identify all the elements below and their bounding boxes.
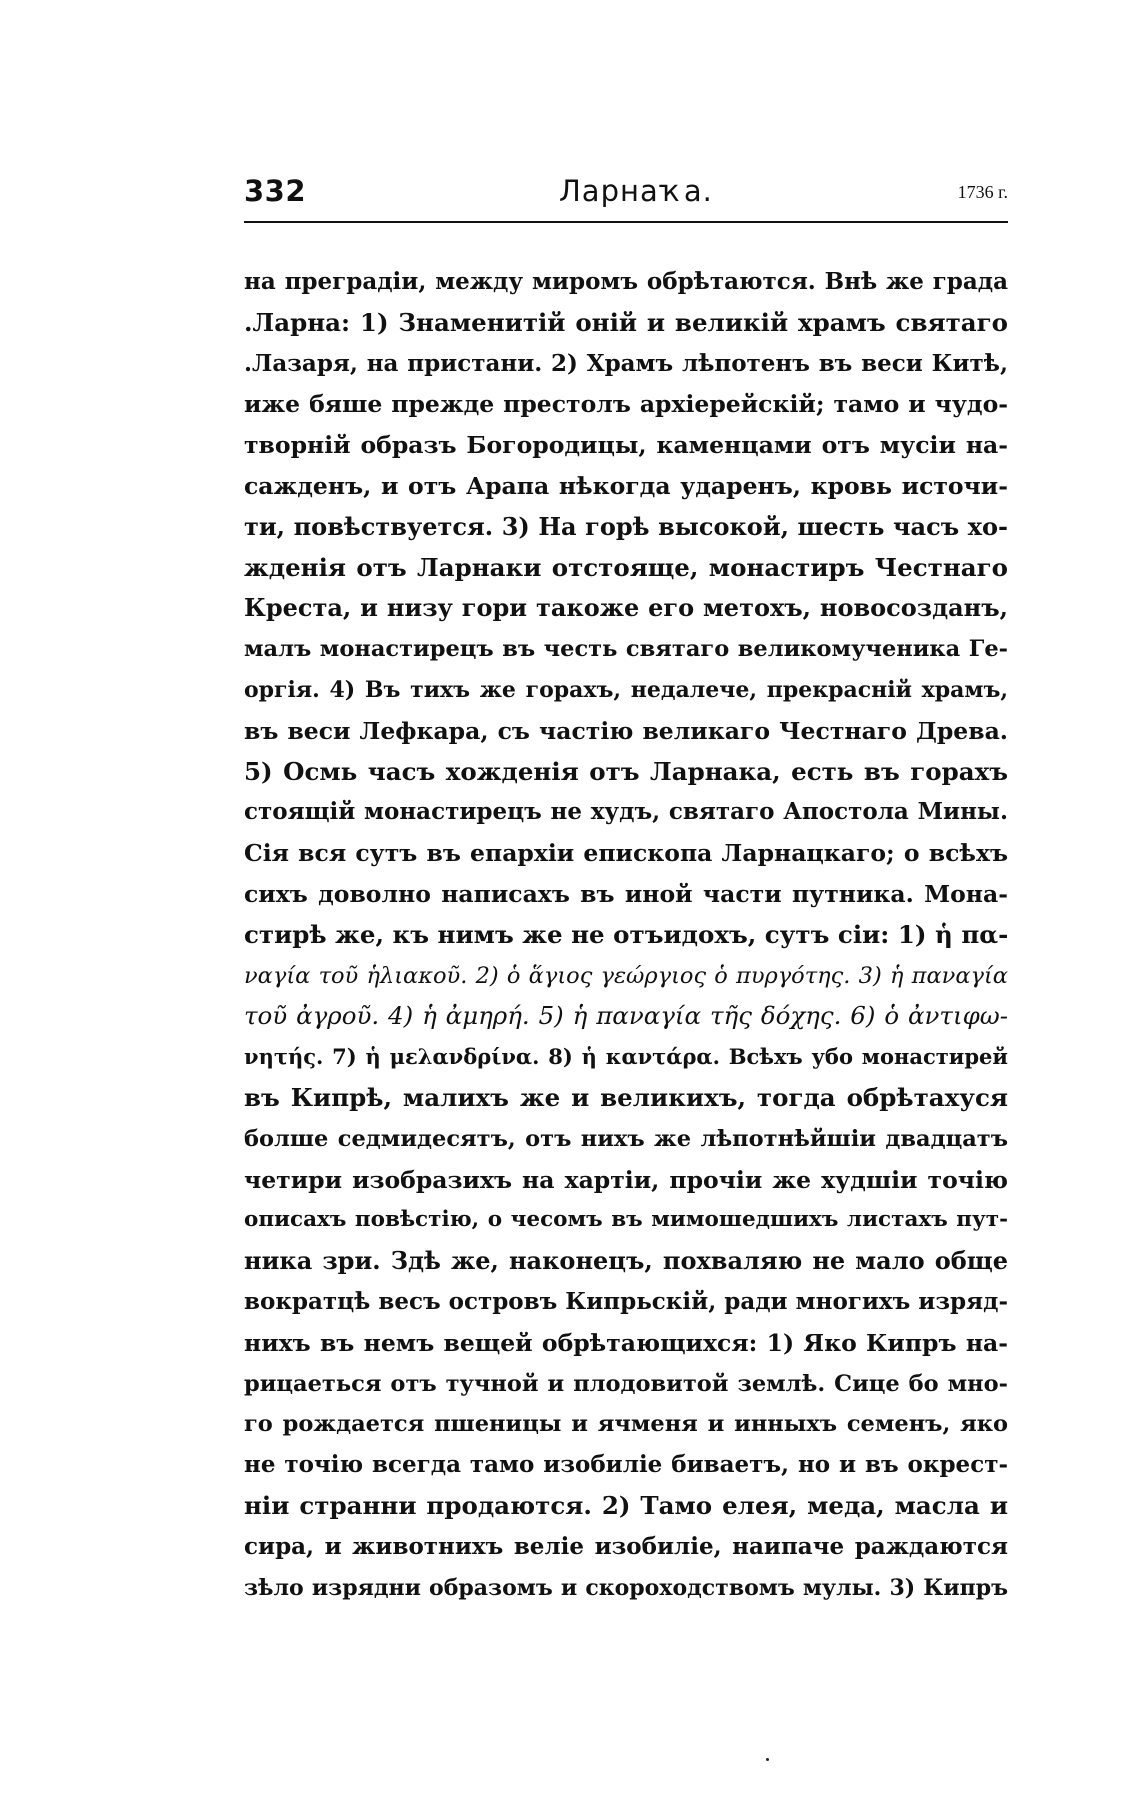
text-line: въ Кипрѣ, малихъ же и великихъ, тогда обрѣтахуся <box>244 1082 1008 1112</box>
text-line: описахъ повѣстію, о чесомъ въ мимошедшихъ листахъ пут- <box>244 1207 1008 1233</box>
text-line: ти, повѣствуется. 3) На горѣ высокой, шесть часъ хо- <box>244 511 1008 541</box>
text-line: го рождается пшеницы и ячменя и инныхъ семенъ, яко <box>244 1411 1008 1438</box>
print-speck <box>766 1758 769 1761</box>
text-line: Креста, и низу гори такоже его метохъ, новосозданъ, <box>244 593 1008 623</box>
text-line: четири изобразихъ на хартіи, прочіи же худшіи точію <box>244 1165 1008 1194</box>
page-number: 332 <box>244 174 307 208</box>
text-line-greek: τοῦ ἀγροῦ. 4) ἡ ἀμηρή. 5) ἡ παναγία τῆς δόχης. 6) ὁ ἀντιφω- <box>244 1001 1008 1031</box>
text-line: 5) Осмь часъ хожденія отъ Ларнака, есть въ горахъ <box>244 756 1008 786</box>
text-line: нихъ въ немъ вещей обрѣтающихся: 1) Яко Кипръ на- <box>244 1328 1008 1357</box>
text-line: не точію всегда тамо изобиліе биваетъ, но и въ окрест- <box>244 1451 1008 1479</box>
text-line: болше седмидесятъ, отъ нихъ же лѣпотнѣйшіи двадцатъ <box>244 1125 1008 1152</box>
text-line: сира, и животнихъ веліе изобиліе, наипаче раждаются <box>244 1532 1008 1560</box>
text-line: малъ монастирецъ въ честь святаго великомученика Ге- <box>244 636 1008 663</box>
text-line: стоящій монастирецъ не худъ, святаго Апостола Мины. <box>244 798 1008 826</box>
text-line: творній образъ Богородицы, каменцами отъ мусіи на- <box>244 431 1008 460</box>
running-title: Ларнаҡа. <box>559 174 713 208</box>
text-line: сажденъ, и отъ Арапа нѣкогда ударенъ, кровь источи- <box>244 471 1008 500</box>
text-line: ника зри. Здѣ же, наконецъ, похваляю не мало обще <box>244 1246 1008 1276</box>
text-line: стирѣ же, къ нимъ же не отъидохъ, сутъ сіи: 1) ἡ πα- <box>244 919 1009 949</box>
text-line: сихъ доволно написахъ въ иной части путника. Мона- <box>244 879 1008 908</box>
text-line: въ веси Лефкара, съ частію великаго Честнаго Древа. <box>244 716 1008 745</box>
text-line: иже бяше прежде престолъ архіерейскій; тамо и чудо- <box>244 390 1008 419</box>
text-line: Сія вся сутъ въ епархіи епископа Ларнацкаго; о всѣхъ <box>244 839 1008 868</box>
text-line: на преградіи, между миромъ обрѣтаются. Внѣ же града <box>244 268 1008 295</box>
text-line: оргія. 4) Въ тихъ же горахъ, недалече, прекрасній храмъ, <box>244 676 1008 703</box>
header-year: 1736 г. <box>957 182 1008 202</box>
text-line: жденія отъ Ларнаки отстояще, монастиръ Честнаго <box>244 552 1008 582</box>
text-line: рицаеться отъ тучной и плодовитой землѣ. Сице бо мно- <box>244 1370 1008 1397</box>
header-rule <box>244 221 1008 223</box>
text-line: зѣло изрядни образомъ и скороходствомъ мулы. 3) Кипръ <box>244 1574 1008 1601</box>
running-header <box>244 170 1008 218</box>
text-line: вократцѣ весъ островъ Кипрьскій, ради многихъ изряд- <box>244 1287 1008 1315</box>
body-text <box>244 262 1008 1608</box>
text-line-greek: ναγία τοῦ ἡλιακοῦ. 2) ὁ ἅγιος γεώργιος ὁ πυργότης. 3) ἡ παναγία <box>244 962 1008 989</box>
text-line: .Лазаря, на пристани. 2) Храмъ лѣпотенъ въ веси Китѣ, <box>244 349 1008 377</box>
text-line: ніи странни продаются. 2) Тамо елея, меда, масла и <box>244 1490 1008 1520</box>
text-line: .Ларна: 1) Знаменитій оній и великій храмъ святаго <box>244 307 1008 337</box>
text-line: νητής. 7) ἡ μελανδρίνα. 8) ἡ καντάρα. Всѣхъ убо монастирей <box>244 1044 1008 1070</box>
